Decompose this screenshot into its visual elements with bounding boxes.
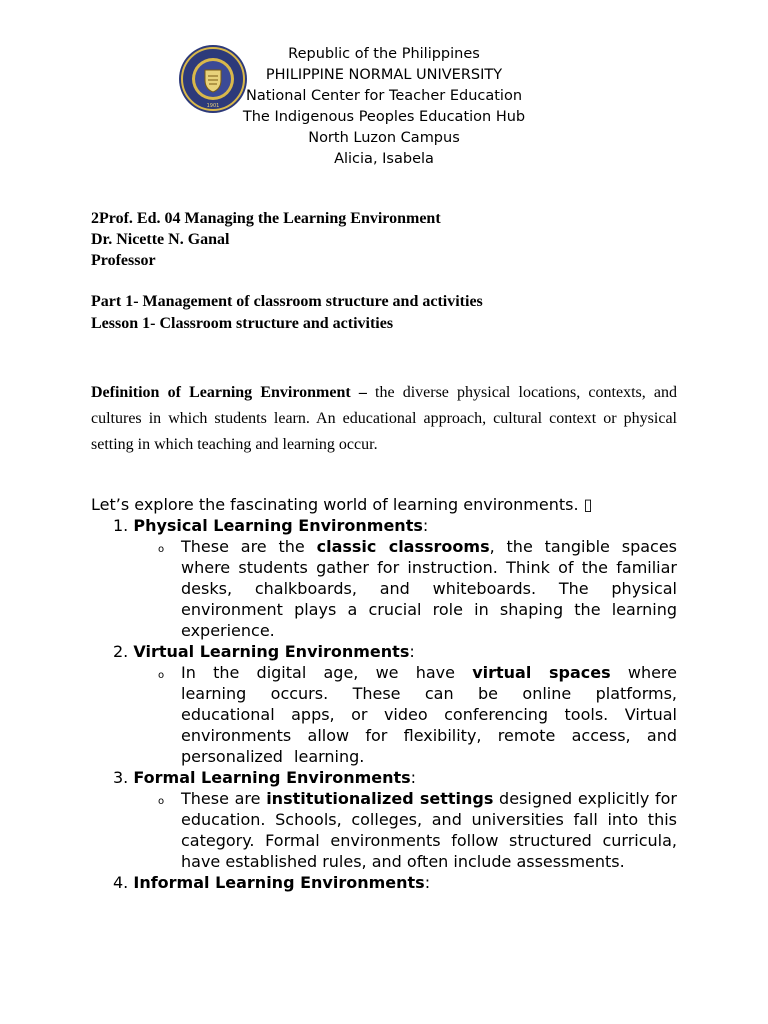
list-item	[91, 515, 677, 641]
description-text: designed explicitly for education. Schools, colleges, and universities fall into this category. Formal environments follow structured curricula, have established rules, and often include assessments.	[181, 789, 678, 871]
item-colon: :	[424, 873, 431, 892]
item-description	[91, 662, 677, 767]
item-title: Physical Learning Environments	[133, 516, 423, 535]
item-colon: :	[410, 768, 417, 787]
lesson-info	[91, 291, 483, 335]
item-colon: :	[409, 642, 415, 661]
bullet-icon: o	[158, 796, 165, 807]
definition-term: Definition of Learning Environment –	[91, 384, 367, 401]
header-line-campus: North Luzon Campus	[308, 130, 460, 146]
lesson-title: Lesson 1- Classroom structure and activities	[91, 315, 394, 332]
seal-year: 1901	[206, 103, 220, 109]
item-description	[91, 536, 677, 641]
instructor-name: Dr. Nicette N. Ganal	[91, 231, 230, 248]
item-title: Virtual Learning Environments	[133, 642, 410, 661]
item-number: 4.	[113, 873, 129, 892]
description-text: , the tangible spaces where students gather for instruction. Think of the familiar desks, chalkboards, and whiteboards. The physical environment plays a crucial role in shaping the learning experience.	[181, 537, 678, 640]
description-emphasis: institutionalized settings	[266, 789, 494, 808]
description-emphasis: classic classrooms	[316, 537, 490, 556]
header-line-center: National Center for Teacher Education	[245, 88, 523, 104]
list-item	[91, 641, 677, 767]
header-line-republic: Republic of the Philippines	[288, 46, 480, 62]
description-text: These are	[181, 789, 267, 808]
item-description	[91, 788, 677, 872]
environment-list	[91, 515, 677, 893]
description-emphasis: virtual spaces	[472, 663, 611, 682]
item-title: Formal Learning Environments	[133, 768, 411, 787]
intro-sentence: Let’s explore the fascinating world of learning environments. ▯	[91, 495, 593, 514]
item-colon: :	[422, 516, 429, 535]
header-line-location: Alicia, Isabela	[334, 151, 434, 167]
definition-text: the diverse physical locations, contexts, and cultures in which students learn. An educational approach, cultural context or physical setting in which teaching and learning occur.	[91, 384, 677, 453]
description-text: These are the	[181, 537, 317, 556]
item-title: Informal Learning Environments	[133, 873, 425, 892]
description-text: In the digital age, we have	[181, 663, 473, 682]
list-item	[91, 767, 677, 872]
bullet-icon: o	[158, 670, 165, 681]
item-number: 1.	[113, 516, 129, 535]
part-title: Part 1- Management of classroom structure and activities	[91, 293, 483, 310]
bullet-icon: o	[158, 544, 165, 555]
header-line-university: PHILIPPINE NORMAL UNIVERSITY	[265, 67, 503, 83]
course-title: 2Prof. Ed. 04 Managing the Learning Environment	[91, 210, 441, 227]
course-info	[91, 208, 441, 271]
list-item	[91, 872, 677, 893]
item-number: 2.	[113, 642, 129, 661]
item-number: 3.	[113, 768, 129, 787]
letterhead	[224, 44, 544, 170]
instructor-role: Professor	[91, 252, 156, 269]
header-line-hub: The Indigenous Peoples Education Hub	[242, 109, 526, 125]
description-text: where learning occurs. These can be online platforms, educational apps, or video conferencing tools. Virtual environments allow for flexibility, remote access, and personalized learning.	[181, 663, 677, 766]
definition-paragraph	[91, 380, 677, 458]
